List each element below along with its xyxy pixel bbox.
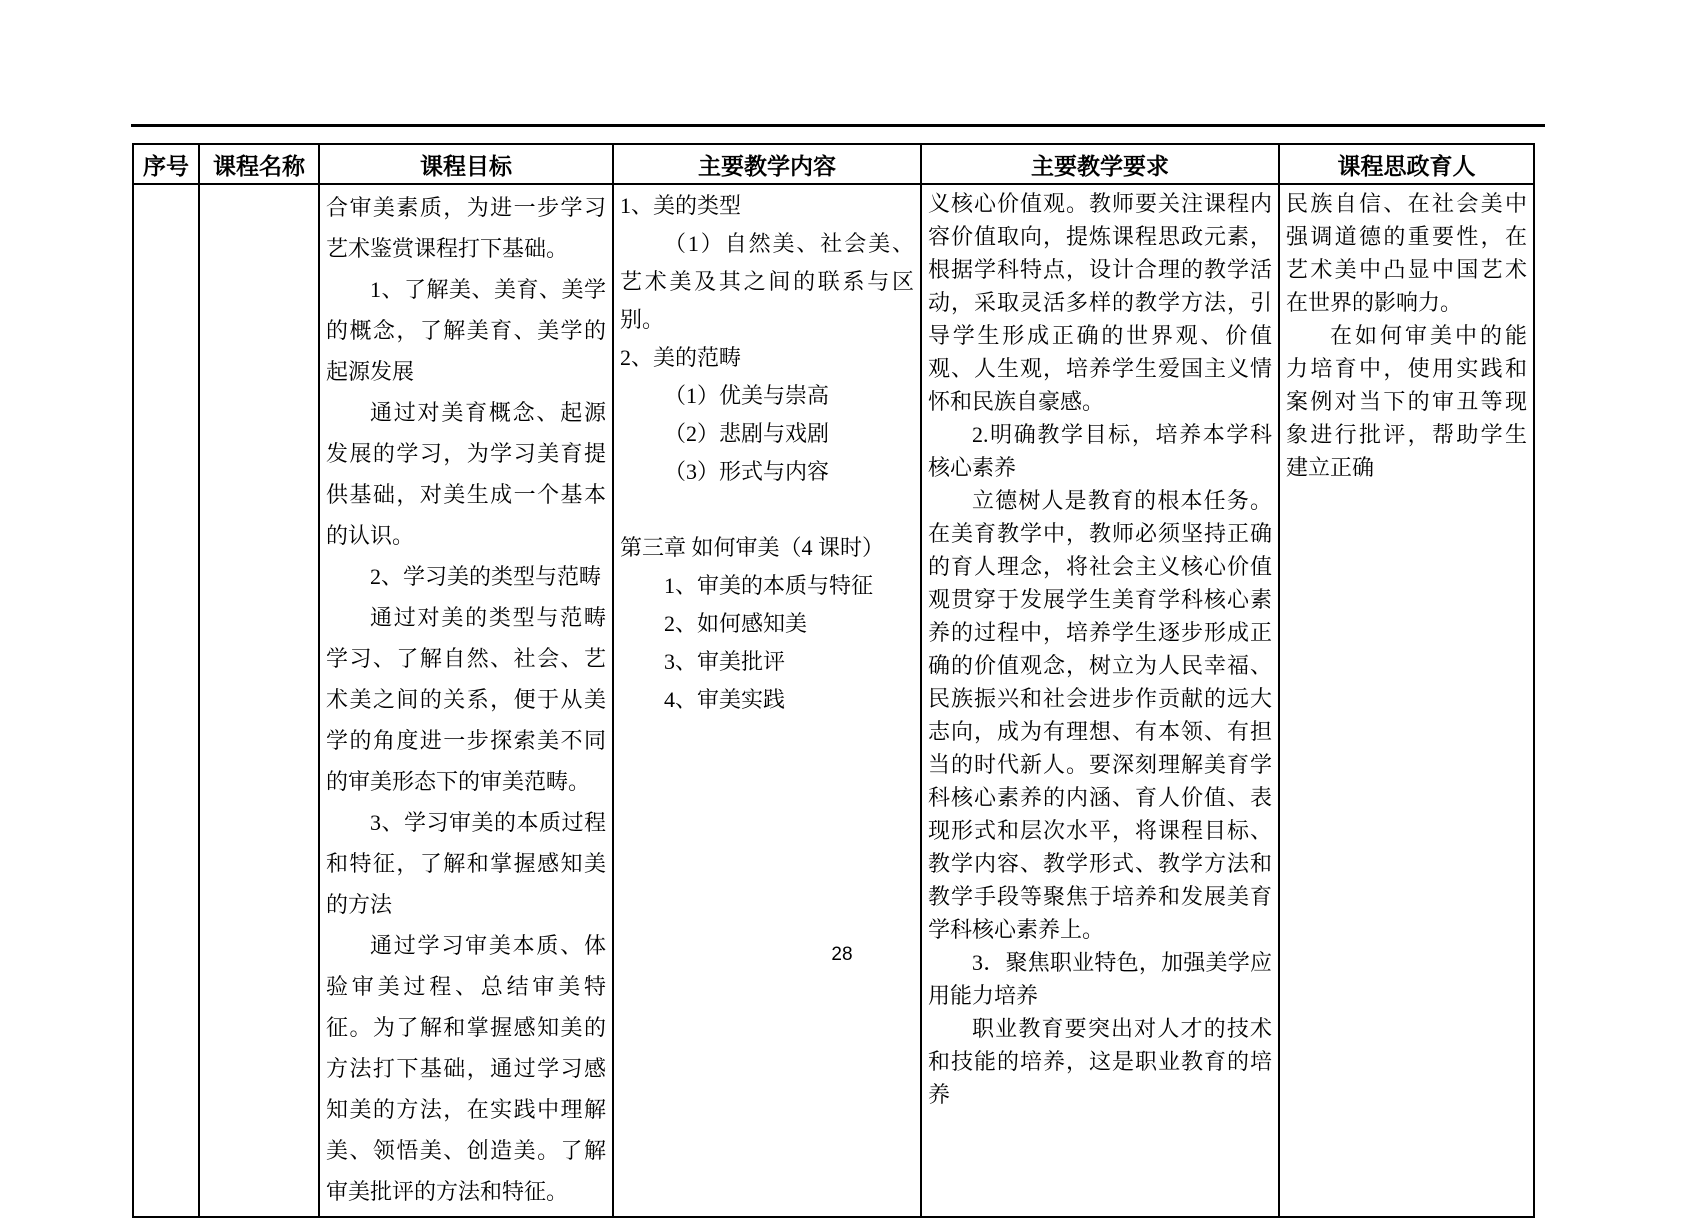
paragraph: 义核心价值观。教师要关注课程内容价值取向，提炼课程思政元素，根据学科特点，设计合理的教学活动，采取灵活多样的教学方法，引导学生形成正确的世界观、价值观、人生观，培养学生爱国主义情怀和民族自豪感。 <box>928 191 1272 414</box>
cell-course-name <box>199 184 319 1217</box>
paragraph: （2）悲剧与戏剧 <box>664 421 830 446</box>
paragraph: 通过学习审美本质、体验审美过程、总结审美特征。为了解和掌握感知美的方法打下基础，通过学习感知美的方法，在实践中理解美、领悟美、创造美。了解审美批评的方法和特征。 <box>326 933 606 1204</box>
paragraph: 1、美的类型 <box>620 193 742 218</box>
paragraph: 民族自信、在社会美中强调道德的重要性，在艺术美中凸显中国艺术在世界的影响力。 <box>1286 191 1527 315</box>
cell-serial-number <box>133 184 199 1217</box>
paragraph <box>620 491 914 529</box>
paragraph: 职业教育要突出对人才的技术和技能的培养，这是职业教育的培养 <box>928 1016 1272 1107</box>
paragraph: 4、审美实践 <box>664 687 786 712</box>
cell-teaching-requirements <box>921 184 1279 1217</box>
paragraph: 1、审美的本质与特征 <box>664 573 874 598</box>
paragraph: 2、如何感知美 <box>664 611 808 636</box>
header-teaching-requirements: 主要教学要求 <box>921 144 1279 184</box>
cell-teaching-content <box>613 184 921 1217</box>
paragraph: （1）自然美、社会美、艺术美及其之间的联系与区别。 <box>620 231 914 332</box>
cell-course-objectives <box>319 184 613 1217</box>
table-row <box>133 184 1534 1217</box>
header-teaching-content: 主要教学内容 <box>613 144 921 184</box>
paragraph: （3）形式与内容 <box>664 459 830 484</box>
header-course-objectives: 课程目标 <box>319 144 613 184</box>
paragraph: 通过对美育概念、起源发展的学习，为学习美育提供基础，对美生成一个基本的认识。 <box>326 400 606 548</box>
paragraph: 在如何审美中的能力培育中，使用实践和案例对当下的审丑等现象进行批评，帮助学生建立正确 <box>1286 323 1527 480</box>
paragraph: 立德树人是教育的根本任务。在美育教学中，教师必须坚持正确的育人理念，将社会主义核心价值观贯穿于发展学生美育学科核心素养的过程中，培养学生逐步形成正确的价值观念，树立为人民幸福、民族振兴和社会进步作贡献的远大志向，成为有理想、有本领、有担当的时代新人。要深刻理解美育学科核心素养的内涵、育人价值、表现形式和层次水平，将课程目标、教学内容、教学形式、教学方法和教学手段等聚焦于培养和发展美育学科核心素养上。 <box>928 488 1272 942</box>
paragraph: 2、学习美的类型与范畴 <box>370 564 602 589</box>
paragraph: 3、审美批评 <box>664 649 786 674</box>
paragraph: 3．聚焦职业特色，加强美学应用能力培养 <box>928 950 1272 1008</box>
paragraph: 3、学习审美的本质过程和特征，了解和掌握感知美的方法 <box>326 810 606 917</box>
paragraph: 第三章 如何审美（4 课时） <box>620 535 885 560</box>
cell-ideological-education <box>1279 184 1534 1217</box>
course-syllabus-table <box>132 143 1535 1218</box>
header-serial-number: 序号 <box>133 144 199 184</box>
paragraph: 合审美素质，为进一步学习艺术鉴赏课程打下基础。 <box>326 195 606 261</box>
paragraph: 2、美的范畴 <box>620 345 742 370</box>
paragraph: （1）优美与崇高 <box>664 383 830 408</box>
paragraph: 1、了解美、美育、美学的概念，了解美育、美学的起源发展 <box>326 277 606 384</box>
table-header-row <box>133 144 1534 184</box>
header-rule <box>131 124 1545 127</box>
paragraph: 2.明确教学目标，培养本学科核心素养 <box>928 422 1272 480</box>
paragraph: 通过对美的类型与范畴学习、了解自然、社会、艺术美之间的关系，便于从美学的角度进一步探索美不同的审美形态下的审美范畴。 <box>326 605 606 794</box>
header-course-name: 课程名称 <box>199 144 319 184</box>
header-ideological-education: 课程思政育人 <box>1279 144 1534 184</box>
page-number: 28 <box>831 944 853 965</box>
